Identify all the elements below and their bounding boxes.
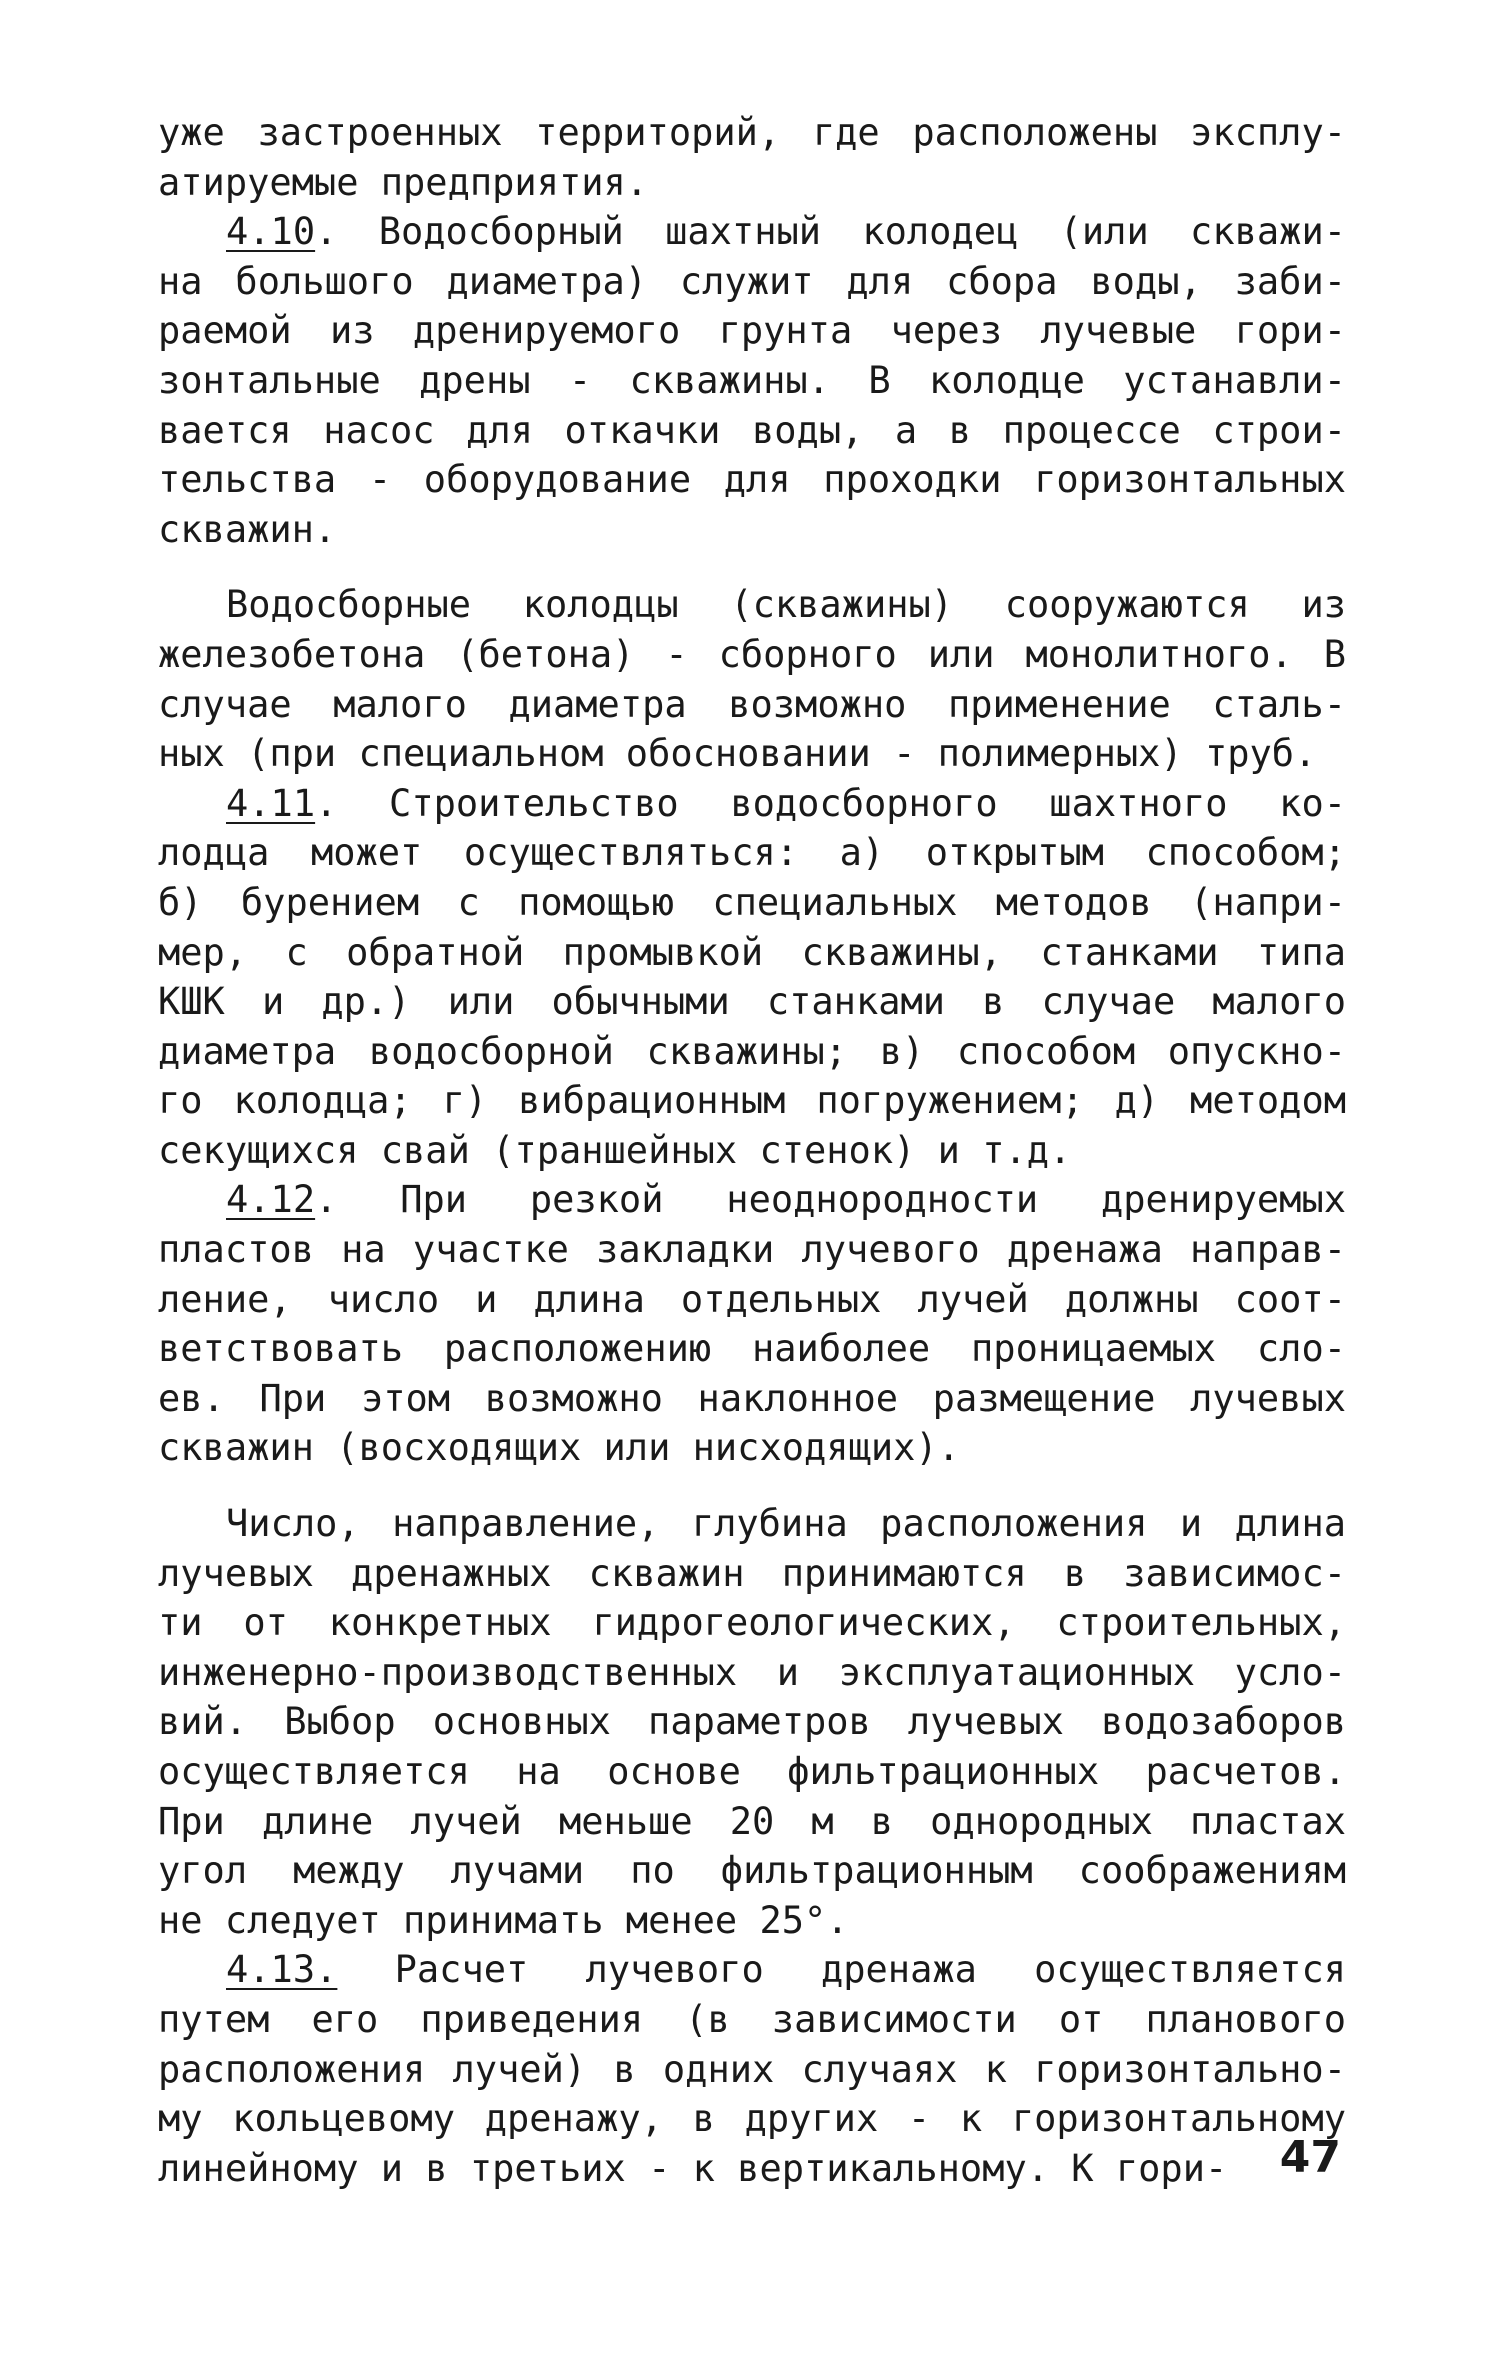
line-text: го колодца; г) вибрационным погружением; д) методом <box>158 1079 1346 1123</box>
line-text: осуществляется на основе фильтрационных расчетов. <box>158 1750 1346 1793</box>
text-line <box>158 1846 1346 1896</box>
line-text: секущихся свай (траншейных стенок) и т.д. <box>158 1128 1072 1172</box>
text-line <box>158 1747 1346 1797</box>
text-line <box>158 1126 1346 1176</box>
line-text: Водосборные колодцы (скважины) сооружаются из <box>226 583 1346 627</box>
text-line <box>158 779 1346 829</box>
text-line <box>158 828 1346 878</box>
line-text: б) бурением с помощью специальных методов (напри- <box>158 880 1346 924</box>
line-text: диаметра водосборной скважины; в) способом опускно- <box>158 1029 1346 1073</box>
line-text: расположения лучей) в одних случаях к горизонтально- <box>158 2047 1346 2091</box>
text-line <box>158 2094 1346 2144</box>
line-text: атируемые предприятия. <box>158 160 649 204</box>
page-number: 47 <box>1279 2132 1341 2183</box>
line-text: При длине лучей меньше 20 м в однородных пластах <box>158 1799 1346 1843</box>
line-text: лодца может осуществляться: а) открытым способом; <box>158 831 1346 875</box>
text-line <box>158 2144 1346 2194</box>
text-line <box>158 1423 1346 1473</box>
text-line <box>158 1598 1346 1648</box>
line-text: путем его приведения (в зависимости от планового <box>158 1997 1346 2041</box>
text-line <box>158 1648 1346 1698</box>
text-line <box>158 1697 1346 1747</box>
paragraph <box>158 779 1346 1176</box>
paragraph <box>158 207 1346 554</box>
line-text: ев. При этом возможно наклонное размещение лучевых <box>158 1376 1346 1420</box>
line-text: пластов на участке закладки лучевого дренажа направ- <box>158 1228 1346 1272</box>
line-text: не следует принимать менее 25°. <box>158 1898 849 1942</box>
line-text: случае малого диаметра возможно применение сталь- <box>158 682 1346 726</box>
text-line <box>158 580 1346 630</box>
text-line <box>158 1549 1346 1599</box>
text-line <box>158 729 1346 779</box>
text-line <box>158 2045 1346 2095</box>
text-line <box>158 108 1346 158</box>
line-text: ти от конкретных гидрогеологических, строительных, <box>158 1601 1346 1645</box>
text-line <box>158 680 1346 730</box>
paragraph-gap <box>158 554 1346 580</box>
line-text: вий. Выбор основных параметров лучевых водозаборов <box>158 1700 1346 1744</box>
paragraph <box>158 1945 1346 2193</box>
line-text: му кольцевому дренажу, в других - к горизонтальному <box>158 2097 1346 2141</box>
text-line <box>158 1175 1346 1225</box>
text-line <box>158 207 1346 257</box>
section-number: 4.10 <box>226 210 316 254</box>
line-text: ветствовать расположению наиболее проницаемых сло- <box>158 1327 1346 1371</box>
line-text: на большого диаметра) служит для сбора воды, заби- <box>158 259 1346 303</box>
text-line <box>158 630 1346 680</box>
paragraph <box>158 1499 1346 1945</box>
text-line <box>158 158 1346 208</box>
text-line <box>158 455 1346 505</box>
text-line <box>158 1374 1346 1424</box>
paragraph-gap <box>158 1473 1346 1499</box>
line-text: линейному и в третьих - к вертикальному. К гори- <box>158 2146 1228 2190</box>
text-line <box>158 1499 1346 1549</box>
line-text: железобетона (бетона) - сборного или монолитного. В <box>158 632 1346 676</box>
line-text: скважин (восходящих или нисходящих). <box>158 1426 960 1470</box>
line-text: КШК и др.) или обычными станками в случае малого <box>158 980 1346 1024</box>
section-number: 4.11 <box>226 781 316 825</box>
line-text: . Строительство водосборного шахтного ко- <box>315 781 1346 825</box>
text-line <box>158 1896 1346 1946</box>
paragraph <box>158 1175 1346 1473</box>
text-line <box>158 1945 1346 1995</box>
text-line <box>158 1027 1346 1077</box>
line-text: угол между лучами по фильтрационным соображениям <box>158 1849 1346 1893</box>
line-text: ных (при специальном обосновании - полимерных) труб. <box>158 732 1317 776</box>
section-number: 4.12 <box>226 1178 316 1222</box>
line-text: скважин. <box>158 507 337 551</box>
text-line <box>158 257 1346 307</box>
text-line <box>158 406 1346 456</box>
line-text: . Водосборный шахтный колодец (или скважи- <box>315 210 1346 254</box>
line-text: уже застроенных территорий, где расположены эксплу- <box>158 111 1346 154</box>
line-text: . При резкой неоднородности дренируемых <box>315 1178 1346 1222</box>
line-text: раемой из дренируемого грунта через лучевые гори- <box>158 309 1346 353</box>
line-text: мер, с обратной промывкой скважины, станками типа <box>158 930 1346 974</box>
line-text: вается насос для откачки воды, а в процессе строи- <box>158 408 1346 452</box>
text-line <box>158 977 1346 1027</box>
text-line <box>158 928 1346 978</box>
text-line <box>158 1797 1346 1847</box>
text-line <box>158 1076 1346 1126</box>
line-text: Число, направление, глубина расположения и длина <box>226 1502 1346 1546</box>
body-text <box>158 108 1346 2193</box>
line-text: тельства - оборудование для проходки горизонтальных <box>158 458 1346 502</box>
text-line <box>158 1995 1346 2045</box>
line-text: Расчет лучевого дренажа осуществляется <box>337 1948 1346 1992</box>
line-text: зонтальные дрены - скважины. В колодце устанавли- <box>158 358 1346 402</box>
text-line <box>158 1324 1346 1374</box>
text-line <box>158 878 1346 928</box>
text-line <box>158 306 1346 356</box>
line-text: лучевых дренажных скважин принимаются в зависимос- <box>158 1551 1346 1595</box>
text-line <box>158 1225 1346 1275</box>
line-text: инженерно-производственных и эксплуатационных усло- <box>158 1650 1346 1694</box>
paragraph <box>158 580 1346 778</box>
line-text: ление, число и длина отдельных лучей должны соот- <box>158 1277 1346 1321</box>
section-number: 4.13. <box>226 1948 338 1992</box>
text-line <box>158 505 1346 555</box>
text-line <box>158 1275 1346 1325</box>
text-line <box>158 356 1346 406</box>
paragraph <box>158 108 1346 207</box>
